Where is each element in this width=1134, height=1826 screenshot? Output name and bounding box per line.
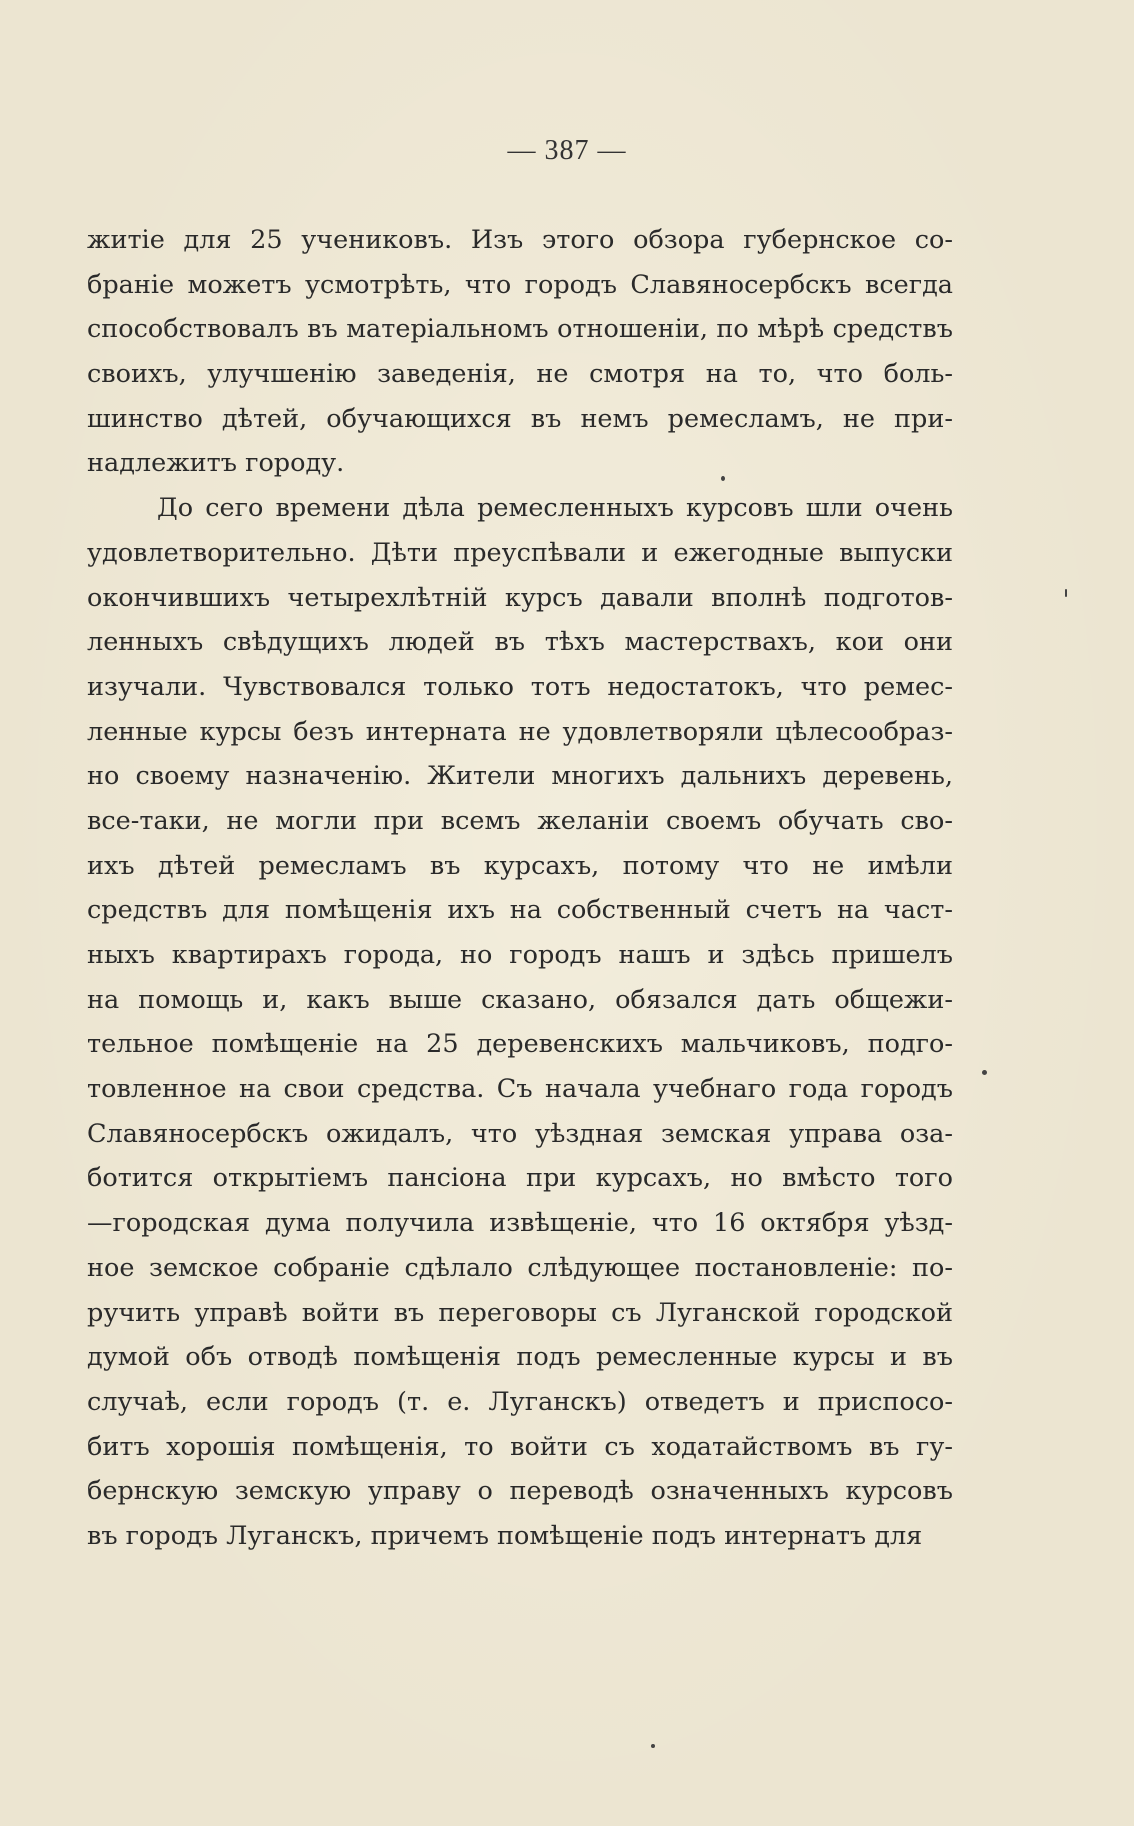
paper-speck [721, 476, 725, 481]
text-line: въ городъ Луганскъ, причемъ помѣщеніе подъ интернатъ для [87, 1520, 923, 1551]
text-line: изучали. Чувствовался только тотъ недостатокъ, что ремес- [87, 671, 953, 702]
text-line: удовлетворительно. Дѣти преуспѣвали и ежегодные выпуски [87, 537, 953, 568]
text-line: думой объ отводѣ помѣщенія подъ ремесленные курсы и въ [87, 1342, 953, 1373]
text-line: но своему назначенію. Жители многихъ дальнихъ деревень, [87, 761, 953, 792]
text-line: своихъ, улучшенію заведенія, не смотря на то, что боль- [87, 359, 953, 390]
text-line: битъ хорошія помѣщенія, то войти съ ходатайствомъ въ гу- [87, 1431, 953, 1462]
text-line: ныхъ квартирахъ города, но городъ нашъ и здѣсь пришелъ [87, 940, 953, 970]
paper-speck [651, 1744, 655, 1748]
text-line: ленные курсы безъ интерната не удовлетворяли цѣлесообраз- [87, 716, 953, 747]
text-line: —городская дума получила извѣщеніе, что 16 октября уѣзд- [87, 1208, 953, 1239]
text-line: шинство дѣтей, обучающихся въ немъ ремесламъ, не при- [87, 403, 953, 434]
body-text [87, 218, 953, 1559]
paragraph-start-line: До сего времени дѣла ремесленныхъ курсовъ шли очень [157, 493, 953, 524]
paper-speck [1065, 589, 1067, 597]
text-line: ное земское собраніе сдѣлало слѣдующее постановленіе: по- [87, 1252, 953, 1283]
text-line: ленныхъ свѣдущихъ людей въ тѣхъ мастерствахъ, кои они [87, 627, 953, 658]
text-line: житіе для 25 учениковъ. Изъ этого обзора губернское со- [87, 225, 953, 255]
text-line: тельное помѣщеніе на 25 деревенскихъ мальчиковъ, подго- [87, 1029, 953, 1060]
text-line: окончившихъ четырехлѣтній курсъ давали вполнѣ подготов- [87, 582, 953, 613]
text-line: способствовалъ въ матеріальномъ отношеніи, по мѣрѣ средствъ [87, 314, 953, 345]
text-line: на помощь и, какъ выше сказано, обязался дать общежи- [87, 984, 953, 1015]
text-line: бернскую земскую управу о переводѣ означенныхъ курсовъ [87, 1476, 953, 1507]
text-line: случаѣ, если городъ (т. е. Луганскъ) отведетъ и приспосо- [87, 1386, 953, 1417]
text-line: ручить управѣ войти въ переговоры съ Луганской городской [87, 1297, 953, 1328]
text-line: все-таки, не могли при всемъ желаніи своемъ обучать сво- [87, 805, 953, 836]
text-line: товленное на свои средства. Съ начала учебнаго года городъ [87, 1074, 953, 1105]
text-line: браніе можетъ усмотрѣть, что городъ Славяносербскъ всегда [87, 269, 953, 300]
text-line: ихъ дѣтей ремесламъ въ курсахъ, потому что не имѣли [87, 850, 953, 881]
paper-speck [982, 1070, 987, 1075]
page-number: — 387 — [507, 135, 627, 166]
text-line: Славяносербскъ ожидалъ, что уѣздная земская управа оза- [87, 1118, 953, 1149]
text-line: ботится открытіемъ пансіона при курсахъ, но вмѣсто того [87, 1163, 953, 1194]
text-line: надлежитъ городу. [87, 448, 345, 479]
text-line: средствъ для помѣщенія ихъ на собственный счетъ на част- [87, 895, 953, 926]
